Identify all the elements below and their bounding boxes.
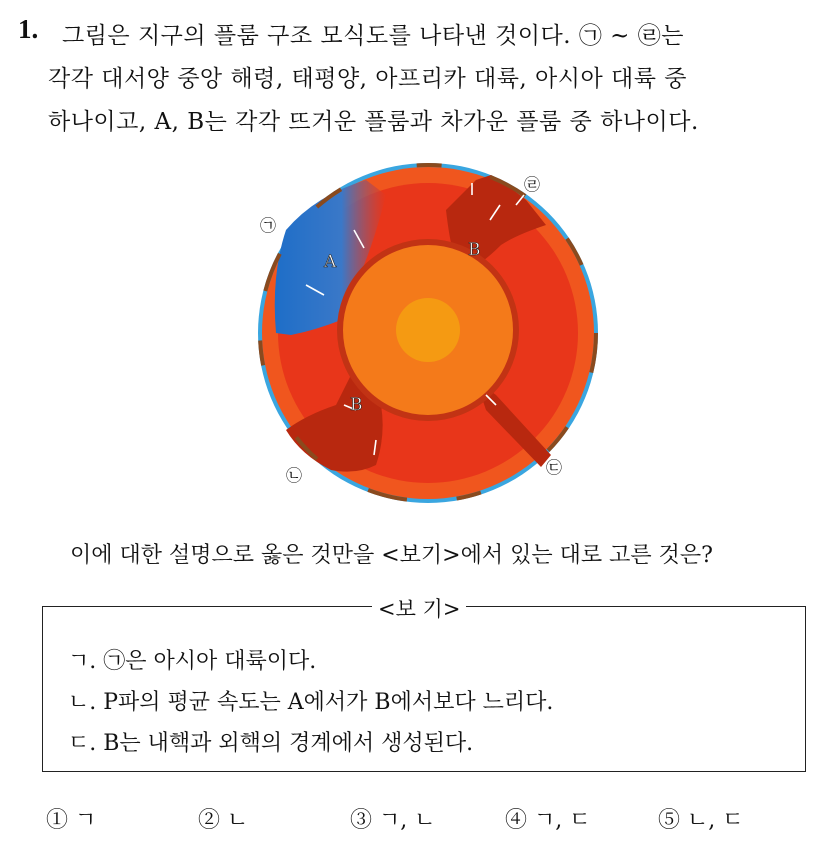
inner-core [396, 298, 460, 362]
plume-structure-diagram [246, 155, 610, 510]
stem-line-1: 그림은 지구의 플룸 구조 모식도를 나타낸 것이다. ㉠ ~ ㉣는 [62, 23, 684, 49]
choice-4[interactable]: ④ ㄱ, ㄷ [505, 808, 591, 833]
choice-2[interactable]: ② ㄴ [198, 808, 249, 833]
question-number: 1. [18, 14, 39, 44]
label-g: ㉠ [260, 216, 277, 235]
bogi-statement-n: ㄴ. P파의 평균 속도는 A에서가 B에서보다 느리다. [68, 690, 554, 715]
bogi-statement-d: ㄷ. B는 내핵과 외핵의 경계에서 생성된다. [68, 731, 474, 756]
choice-1[interactable]: ① ㄱ [46, 808, 97, 833]
label-d: ㉢ [546, 458, 563, 477]
choice-5[interactable]: ⑤ ㄴ, ㄷ [658, 808, 744, 833]
stem-line-3: 하나이고, A, B는 각각 뜨거운 플룸과 차가운 플룸 중 하나이다. [48, 109, 699, 135]
bogi-statement-g: ㄱ. ㉠은 아시아 대륙이다. [68, 649, 317, 674]
question-prompt: 이에 대한 설명으로 옳은 것만을 <보기>에서 있는 대로 고른 것은? [70, 543, 713, 568]
choice-3[interactable]: ③ ㄱ, ㄴ [350, 808, 436, 833]
label-b-top: B [468, 240, 481, 260]
label-r: ㉣ [524, 175, 541, 194]
bogi-title: <보 기> [372, 593, 466, 623]
stem-line-2: 각각 대서양 중앙 해령, 태평양, 아프리카 대륙, 아시아 대륙 중 [48, 66, 687, 92]
label-a: A [324, 252, 337, 272]
label-b-bottom: B [350, 395, 363, 415]
label-n: ㉡ [286, 466, 303, 485]
